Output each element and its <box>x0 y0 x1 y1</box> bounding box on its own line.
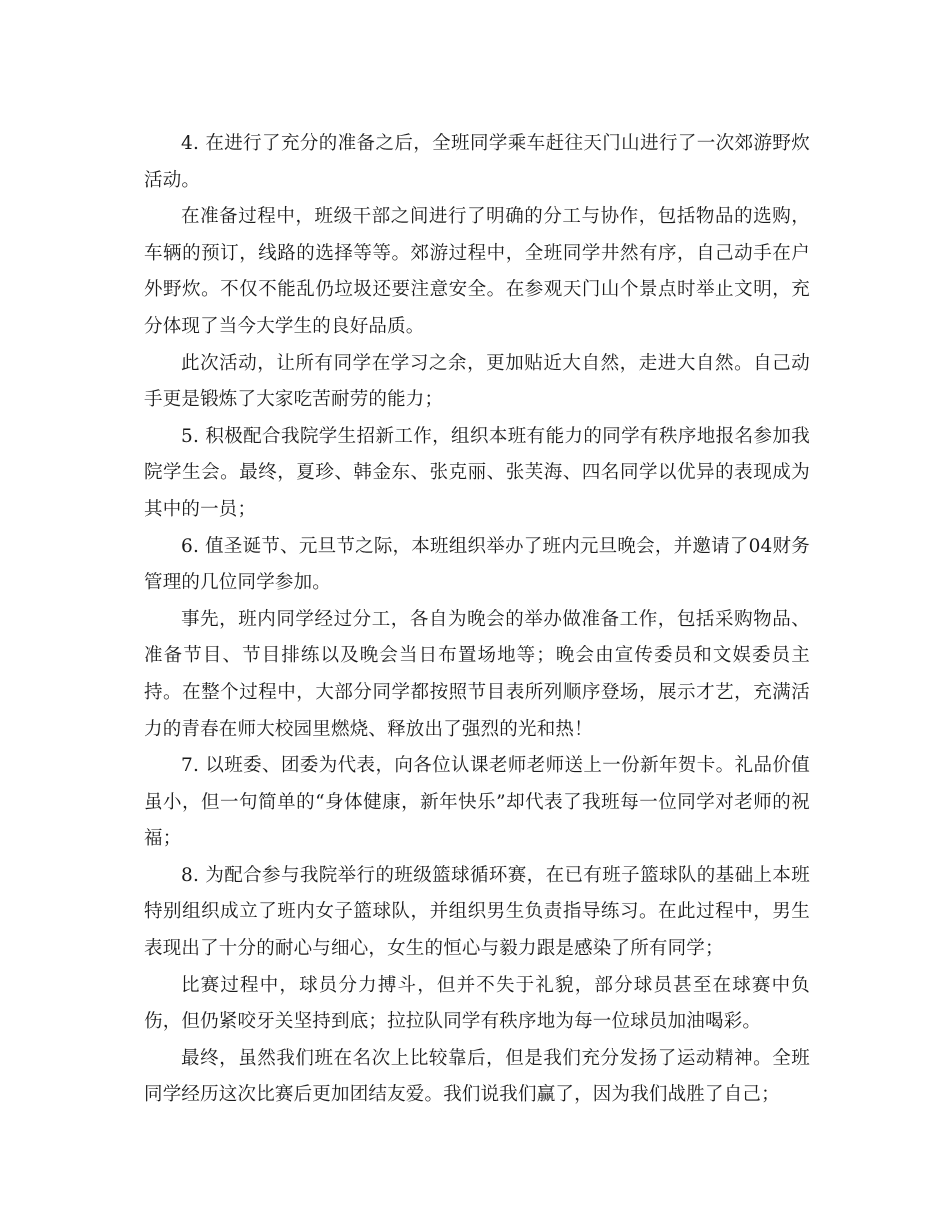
paragraph-match-result: 最终，虽然我们班在名次上比较靠后，但是我们充分发扬了运动精神。全班同学经历这次比赛后更加团结友爱。我们说我们赢了，因为我们战胜了自己； <box>144 1047 810 1106</box>
paragraph-picnic-preparation: 在准备过程中，班级干部之间进行了明确的分工与协作，包括物品的选购，车辆的预订，线路的选择等等。郊游过程中，全班同学井然有序，自己动手在户外野炊。不仅不能乱仍垃圾还要注意安全。在参观天门山个景点时举止文明，充分体现了当今大学生的良好品质。 <box>144 206 810 337</box>
paragraph-item-4-picnic: 4. 在进行了充分的准备之后，全班同学乘车赶往天门山进行了一次郊游野炊活动。 <box>144 133 810 191</box>
paragraph-item-8-basketball: 8. 为配合参与我院举行的班级篮球循环赛，在已有班子篮球队的基础上本班特别组织成立了班内女子篮球队，并组织男生负责指导练习。在此过程中，男生表现出了十分的耐心与细心，女生的恒心与毅力跟是感染了所有同学； <box>144 864 810 960</box>
paragraph-match-process: 比赛过程中，球员分力搏斗，但并不失于礼貌，部分球员甚至在球赛中负伤，但仍紧咬牙关坚持到底；拉拉队同学有秩序地为每一位球员加油喝彩。 <box>144 974 810 1033</box>
paragraph-party-preparation: 事先，班内同学经过分工，各自为晚会的举办做准备工作，包括采购物品、准备节目、节目排练以及晚会当日布置场地等；晚会由宣传委员和文娱委员主持。在整个过程中，大部分同学都按照节目表所列顺序登场，展示才艺，充满活力的青春在师大校园里燃烧、释放出了强烈的光和热！ <box>144 608 810 740</box>
paragraph-picnic-outcome: 此次活动，让所有同学在学习之余，更加贴近大自然，走进大自然。自己动手更是锻炼了大家吃苦耐劳的能力； <box>144 352 810 411</box>
paragraph-item-6-party: 6. 值圣诞节、元旦节之际，本班组织举办了班内元旦晚会，并邀请了04财务管理的几位同学参加。 <box>144 535 810 594</box>
paragraph-item-7-cards: 7. 以班委、团委为代表，向各位认课老师老师送上一份新年贺卡。礼品价值虽小，但一句简单的“身体健康，新年快乐”却代表了我班每一位同学对老师的祝福； <box>144 755 810 850</box>
document-body <box>144 126 810 1114</box>
paragraph-item-5-recruitment: 5. 积极配合我院学生招新工作，组织本班有能力的同学有秩序地报名参加我院学生会。最终，夏珍、韩金东、张克丽、张芙海、四名同学以优异的表现成为其中的一员； <box>144 425 810 520</box>
